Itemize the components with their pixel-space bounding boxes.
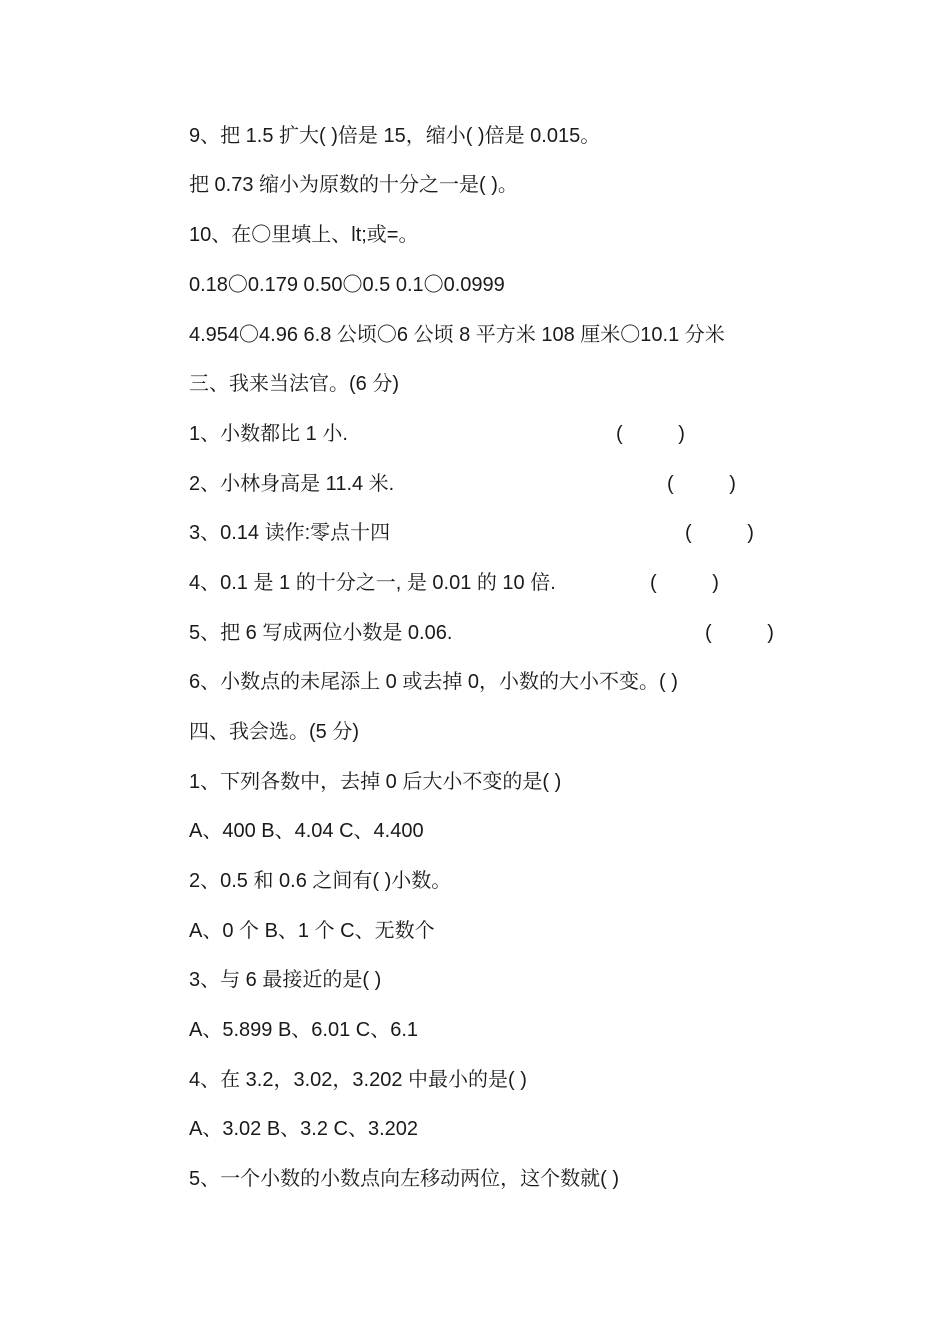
judge-item-3-answer-blank: ( ) (685, 522, 754, 544)
question-10-line: 10、在〇里填上、lt;或=。 (189, 224, 419, 246)
judge-item-1-answer-blank: ( ) (616, 423, 685, 445)
judge-item-1: 1、小数都比 1 小. (189, 423, 348, 445)
choice-question-1-options: A、400 B、4.04 C、4.400 (189, 820, 424, 842)
choice-question-2: 2、0.5 和 0.6 之间有( )小数。 (189, 870, 452, 892)
judge-item-3: 3、0.14 读作:零点十四 (189, 522, 391, 544)
judge-item-6: 6、小数点的未尾添上 0 或去掉 0，小数的大小不变。( ) (189, 671, 678, 693)
choice-question-5: 5、一个小数的小数点向左移动两位，这个数就( ) (189, 1168, 619, 1190)
choice-question-4-options: A、3.02 B、3.2 C、3.202 (189, 1118, 419, 1140)
question-9-line: 9、把 1.5 扩大( )倍是 15，缩小( )倍是 0.015。 (189, 125, 601, 147)
judge-item-4-answer-blank: ( ) (650, 572, 719, 594)
judge-item-4: 4、0.1 是 1 的十分之一, 是 0.01 的 10 倍. (189, 572, 556, 594)
section-3-heading: 三、我来当法官。(6 分) (189, 373, 399, 395)
question-10-row-2: 4.954〇4.96 6.8 公顷〇6 公顷 8 平方米 108 厘米〇10.1 分米 (189, 324, 725, 346)
judge-item-5-answer-blank: ( ) (705, 622, 774, 644)
choice-question-2-options: A、0 个 B、1 个 C、无数个 (189, 920, 435, 942)
judge-item-2-answer-blank: ( ) (667, 473, 736, 495)
question-10-row-1: 0.18〇0.179 0.50〇0.5 0.1〇0.0999 (189, 274, 505, 296)
choice-question-1: 1、下列各数中，去掉 0 后大小不变的是( ) (189, 771, 562, 793)
judge-item-5: 5、把 6 写成两位小数是 0.06. (189, 622, 453, 644)
section-4-heading: 四、我会选。(5 分) (189, 721, 359, 743)
choice-question-4: 4、在 3.2，3.02，3.202 中最小的是( ) (189, 1069, 527, 1091)
question-9-sub-line: 把 0.73 缩小为原数的十分之一是( )。 (189, 174, 518, 196)
choice-question-3: 3、与 6 最接近的是( ) (189, 969, 382, 991)
judge-item-2: 2、小林身高是 11.4 米. (189, 473, 395, 495)
choice-question-3-options: A、5.899 B、6.01 C、6.1 (189, 1019, 419, 1041)
